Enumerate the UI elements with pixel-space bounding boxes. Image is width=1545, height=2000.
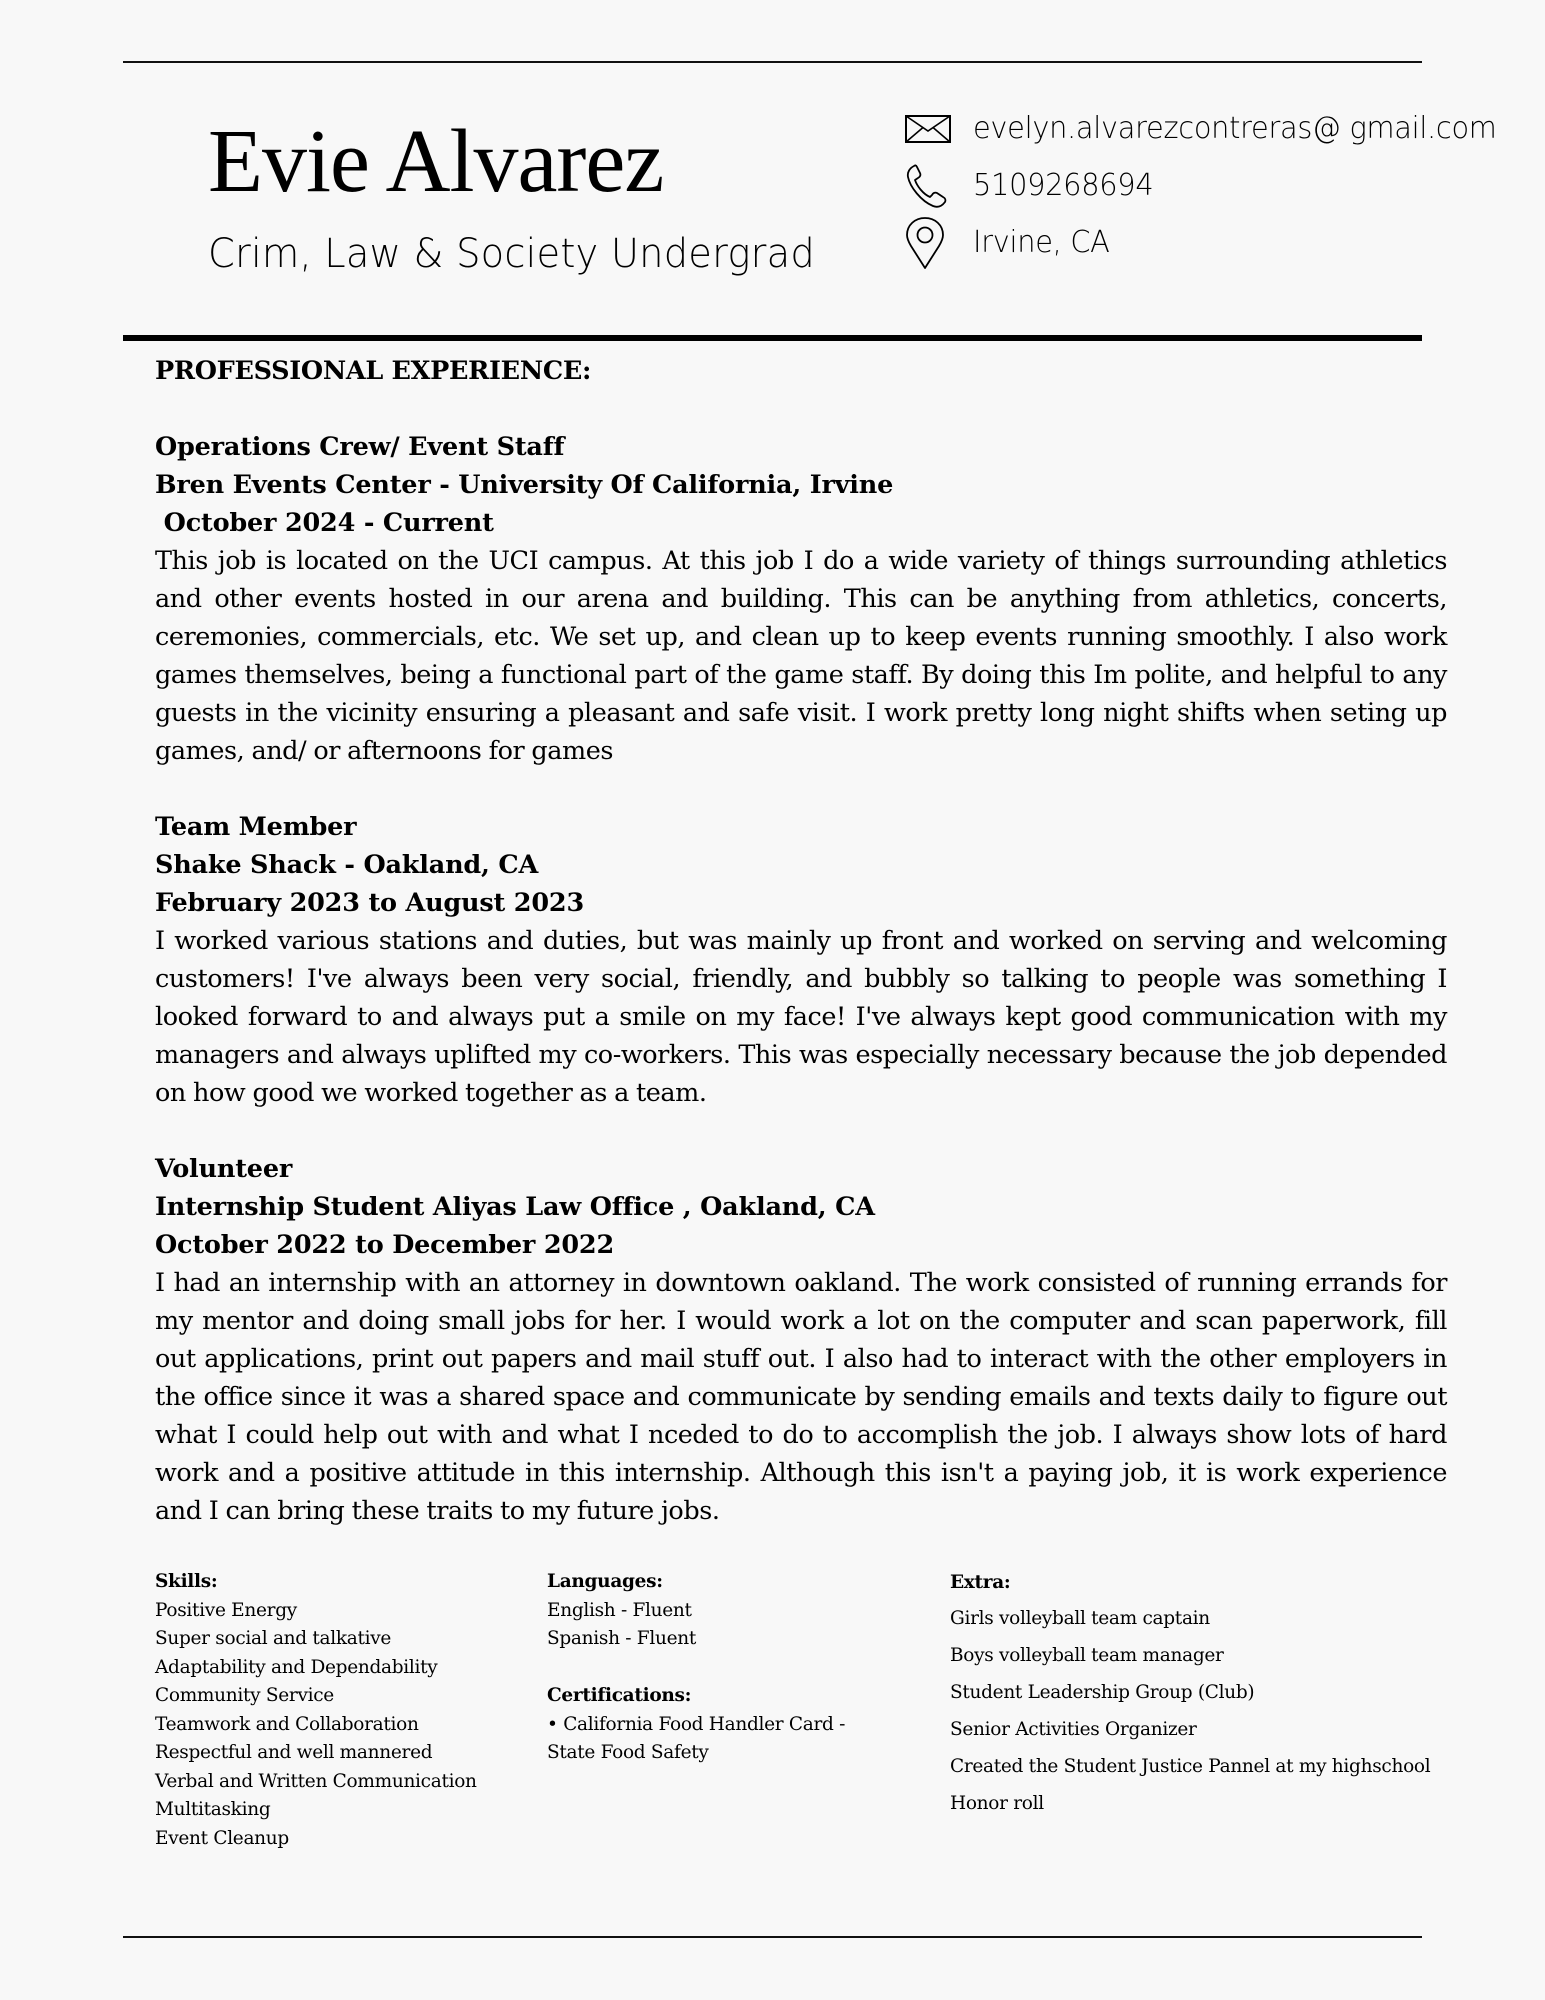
extra-item: Honor roll — [950, 1793, 1044, 1814]
skill-item: Respectful and well mannered — [155, 1742, 433, 1763]
job-dates: February 2023 to August 2023 — [155, 888, 584, 918]
language-item: Spanish - Fluent — [547, 1628, 696, 1649]
job-description: I worked various stations and duties, but was mainly up front and worked on serving and welcoming customers! I've always been very social, friendly, and bubbly so talking to people was something I looked forward to and always put a smile on my face! I've always kept good communication with my managers and always uplifted my co-workers. This was especially necessary because the job depended on how good we worked together as a team. — [155, 926, 1447, 1108]
extra-section — [950, 1568, 1430, 1822]
job-organization: Internship Student Aliyas Law Office , Oakland, CA — [155, 1192, 875, 1222]
header-divider — [123, 335, 1422, 341]
section-title-experience: PROFESSIONAL EXPERIENCE: — [155, 356, 592, 386]
skill-item: Verbal and Written Communication — [155, 1770, 477, 1792]
job-organization: Bren Events Center - University Of California, Irvine — [155, 470, 894, 500]
extra-item: Created the Student Justice Pannel at my highschool — [950, 1756, 1431, 1777]
skill-item: Multitasking — [155, 1799, 271, 1820]
contact-info — [905, 100, 1518, 271]
job-description: I had an internship with an attorney in downtown oakland. The work consisted of running errands for my mentor and doing small jobs for her. I would work a lot on the computer and scan paperwork, fill out applications, print out papers and mail stuff out. I also had to interact with the other employers in the office since it was a shared space and communicate by sending emails and texts daily to figure out what I could help out with and what I nceded to do to accomplish the job. I always show lots of hard work and a positive attitude in this internship. Although this isn't a paying job, it is work experience and I can bring these traits to my future jobs. — [155, 1268, 1447, 1526]
contact-email — [905, 100, 1518, 157]
skill-item: Super social and talkative — [155, 1628, 392, 1649]
job-organization: Shake Shack - Oakland, CA — [155, 850, 539, 880]
skills-title: Skills: — [155, 1571, 218, 1592]
language-item: English - Fluent — [547, 1599, 692, 1621]
job-description: This job is located on the UCI campus. At this job I do a wide variety of things surrounding athletics and other events hosted in our arena and building. This can be anything from athletics, concerts, ceremonies, commercials, etc. We set up, and clean up to keep events running smoothly. I also work games themselves, being a functional part of the game staff. By doing this Im polite, and helpful to any guests in the vicinity ensuring a pleasant and safe visit. I work pretty long night shifts when seting up games, and/ or afternoons for games — [155, 546, 1447, 766]
job-entry — [155, 428, 1447, 770]
certification-line: • California Food Handler Card - — [547, 1713, 846, 1735]
skill-item: Teamwork and Collaboration — [155, 1713, 419, 1735]
extra-item: Boys volleyball team manager — [950, 1645, 1224, 1666]
email-text[interactable]: evelyn.alvarezcontreras@ gmail.com — [973, 111, 1497, 146]
map-pin-icon — [905, 218, 955, 268]
skills-section — [155, 1568, 477, 1853]
job-dates: October 2024 - Current — [155, 508, 494, 538]
candidate-title: Crim, Law & Society Undergrad — [208, 231, 815, 277]
phone-icon — [905, 161, 955, 211]
envelope-icon — [905, 104, 955, 154]
skill-item: Adaptability and Dependability — [155, 1656, 438, 1678]
job-dates: October 2022 to December 2022 — [155, 1230, 615, 1260]
extra-item: Student Leadership Group (Club) — [950, 1682, 1255, 1703]
job-entry — [155, 1150, 1447, 1530]
job-role: Operations Crew/ Event Staff — [155, 432, 565, 462]
experience-section — [155, 352, 1447, 1568]
skill-item: Community Service — [155, 1685, 334, 1706]
spacer — [547, 1654, 845, 1683]
certifications-title: Certifications: — [547, 1685, 692, 1706]
job-entry — [155, 808, 1447, 1112]
top-divider — [123, 61, 1422, 63]
contact-location — [905, 214, 1518, 271]
certification-line: State Food Safety — [547, 1742, 709, 1763]
job-role: Team Member — [155, 812, 357, 842]
extra-item: Senior Activities Organizer — [950, 1719, 1197, 1740]
phone-text[interactable]: 5109268694 — [973, 168, 1154, 203]
skill-item: Positive Energy — [155, 1599, 297, 1621]
location-text: Irvine, CA — [973, 225, 1110, 260]
extra-item: Girls volleyball team captain — [950, 1608, 1210, 1629]
languages-title: Languages: — [547, 1571, 663, 1592]
job-role: Volunteer — [155, 1154, 293, 1184]
skill-item: Event Cleanup — [155, 1827, 289, 1849]
candidate-name: Evie Alvarez — [208, 112, 664, 211]
languages-certifications-section — [547, 1568, 845, 1768]
extra-title: Extra: — [950, 1572, 1011, 1593]
contact-phone — [905, 157, 1518, 214]
bottom-divider — [123, 1936, 1422, 1938]
